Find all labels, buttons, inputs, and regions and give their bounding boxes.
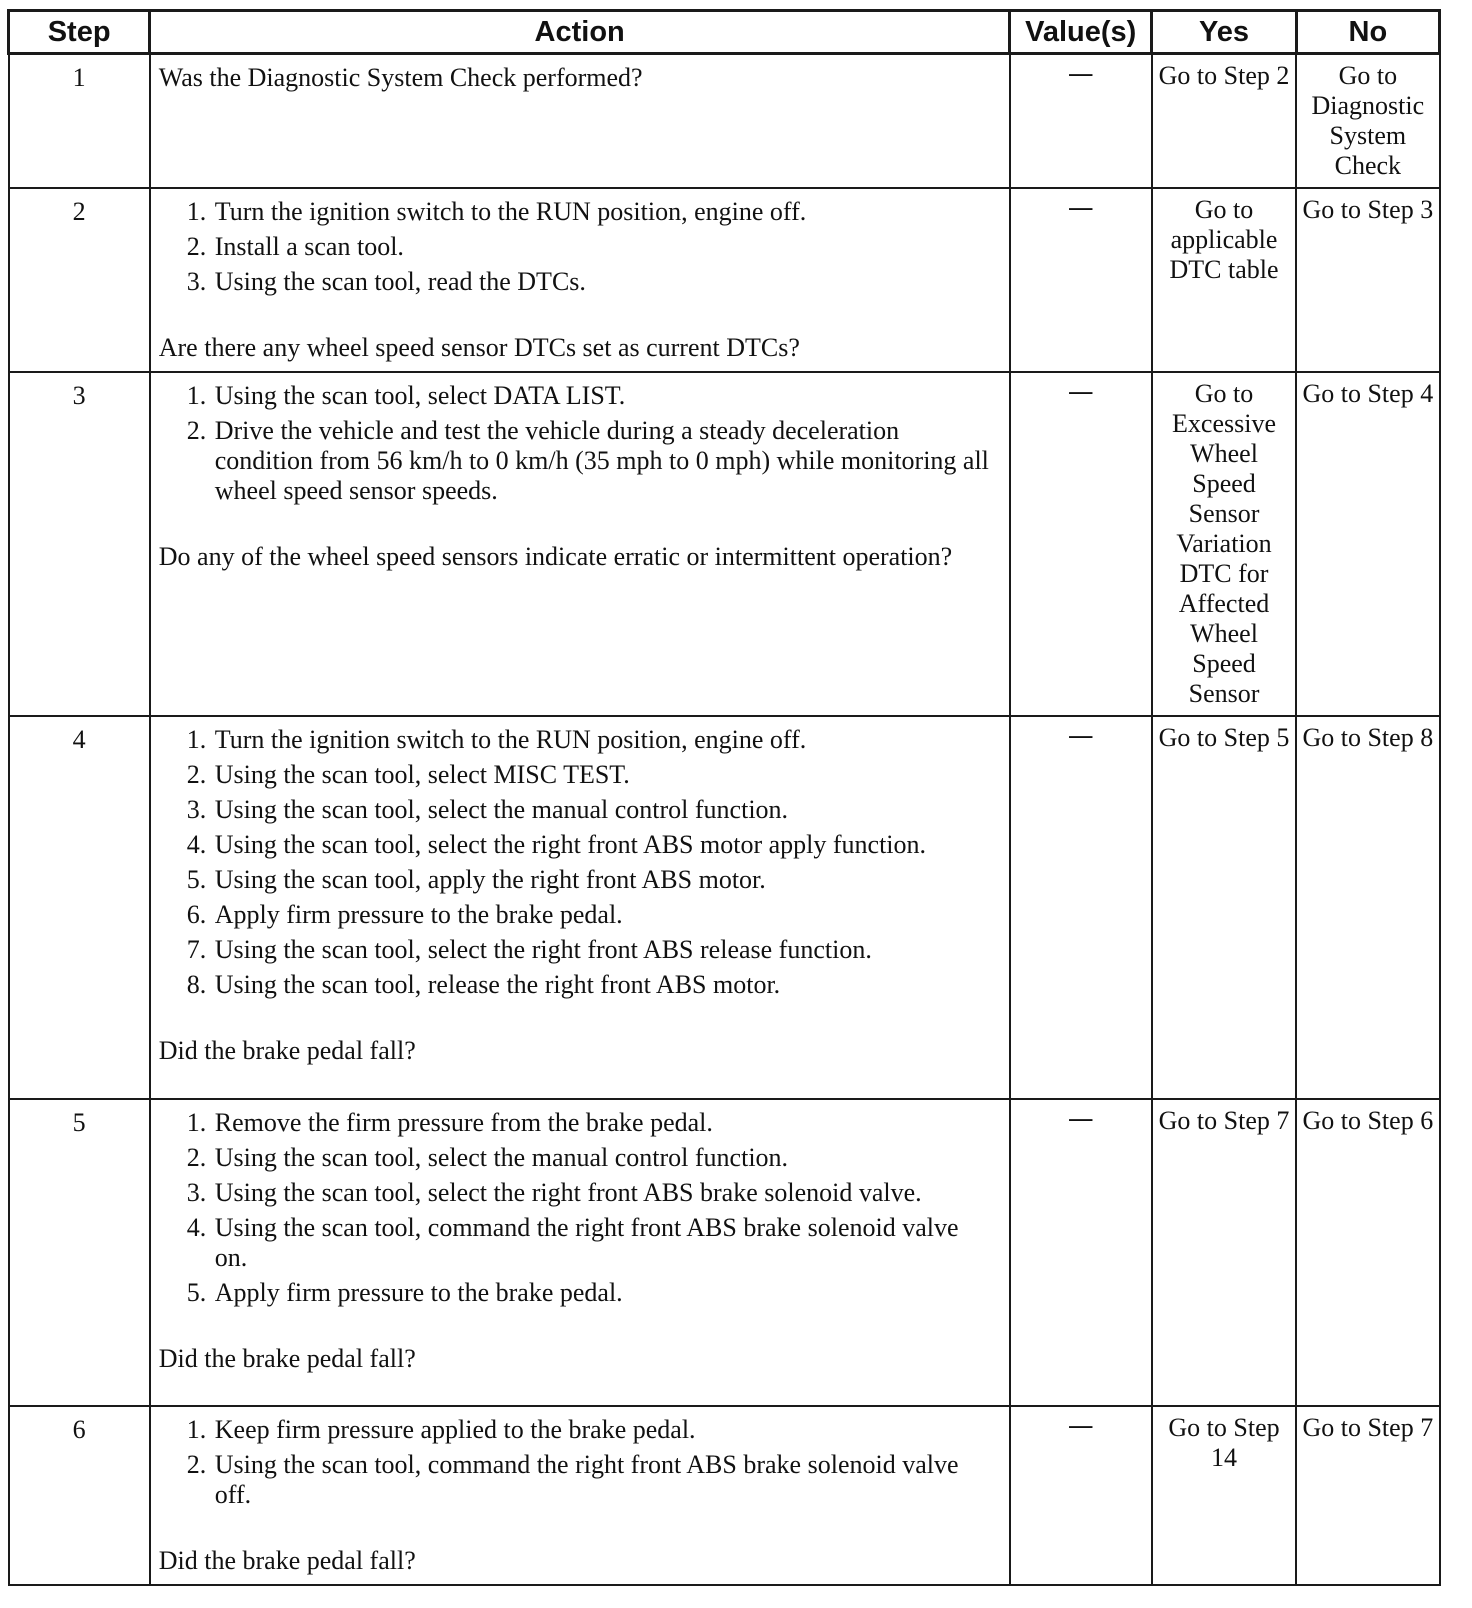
yes-cell: Go to Step 2 xyxy=(1152,54,1296,189)
action-step-item: 3. Using the scan tool, select the manual control function. xyxy=(213,795,991,825)
header-no: No xyxy=(1296,11,1439,54)
action-cell xyxy=(150,1406,1010,1585)
action-step-item: 2. Install a scan tool. xyxy=(213,232,991,262)
value-cell: — xyxy=(1010,54,1152,189)
action-step-item: 4. Using the scan tool, select the right front ABS motor apply function. xyxy=(213,830,991,860)
action-cell xyxy=(150,716,1010,1099)
action-steps xyxy=(159,1108,991,1308)
no-cell: Go to Step 6 xyxy=(1296,1099,1439,1406)
yes-cell: Go to Step 5 xyxy=(1152,716,1296,1099)
action-step-item: 1. Using the scan tool, select DATA LIST. xyxy=(213,381,991,411)
action-step-item: 1. Turn the ignition switch to the RUN position, engine off. xyxy=(213,725,991,755)
step-number: 3 xyxy=(9,372,150,716)
yes-cell: Go to Step 14 xyxy=(1152,1406,1296,1585)
table-row xyxy=(9,372,1440,716)
action-cell xyxy=(150,372,1010,716)
value-cell: — xyxy=(1010,716,1152,1099)
step-number: 6 xyxy=(9,1406,150,1585)
yes-cell: Go to Excessive Wheel Speed Sensor Variation DTC for Affected Wheel Speed Sensor xyxy=(1152,372,1296,716)
action-step-item: 2. Drive the vehicle and test the vehicle during a steady deceleration condition from 56 km/h to 0 km/h (35 mph to 0 mph) while monitoring all wheel speed sensor speeds. xyxy=(213,416,991,506)
step-number: 5 xyxy=(9,1099,150,1406)
no-cell: Go to Step 7 xyxy=(1296,1406,1439,1585)
header-yes: Yes xyxy=(1152,11,1296,54)
action-cell xyxy=(150,1099,1010,1406)
action-question: Was the Diagnostic System Check performed? xyxy=(158,63,643,92)
action-step-item: 3. Using the scan tool, select the right front ABS brake solenoid valve. xyxy=(213,1178,991,1208)
action-question: Did the brake pedal fall? xyxy=(158,1546,416,1575)
step-number: 4 xyxy=(9,716,150,1099)
action-step-item: 2. Using the scan tool, command the right front ABS brake solenoid valve off. xyxy=(213,1450,991,1510)
action-step-item: 2. Using the scan tool, select the manual control function. xyxy=(213,1143,991,1173)
table-row xyxy=(9,1406,1440,1585)
table-row xyxy=(9,716,1440,1099)
action-step-item: 5. Using the scan tool, apply the right front ABS motor. xyxy=(213,865,991,895)
action-step-item: 7. Using the scan tool, select the right front ABS release function. xyxy=(213,935,991,965)
yes-cell: Go to Step 7 xyxy=(1152,1099,1296,1406)
action-step-item: 1. Keep firm pressure applied to the brake pedal. xyxy=(213,1415,991,1445)
action-step-item: 1. Turn the ignition switch to the RUN position, engine off. xyxy=(213,197,991,227)
action-step-item: 4. Using the scan tool, command the right front ABS brake solenoid valve on. xyxy=(213,1213,991,1273)
header-action: Action xyxy=(150,11,1010,54)
action-question: Are there any wheel speed sensor DTCs set as current DTCs? xyxy=(158,333,800,362)
action-step-item: 2. Using the scan tool, select MISC TEST. xyxy=(213,760,991,790)
header-values: Value(s) xyxy=(1010,11,1152,54)
table-row xyxy=(9,54,1440,189)
action-steps xyxy=(159,197,991,297)
action-cell xyxy=(150,54,1010,189)
no-cell: Go to Step 4 xyxy=(1296,372,1439,716)
table-row xyxy=(9,1099,1440,1406)
no-cell: Go to Step 3 xyxy=(1296,188,1439,372)
action-cell xyxy=(150,188,1010,372)
no-cell: Go to Diagnostic System Check xyxy=(1296,54,1439,189)
action-step-item: 6. Apply firm pressure to the brake pedal. xyxy=(213,900,991,930)
step-number: 1 xyxy=(9,54,150,189)
header-step: Step xyxy=(9,11,150,54)
action-steps xyxy=(159,1415,991,1510)
action-question: Do any of the wheel speed sensors indicate erratic or intermittent operation? xyxy=(158,542,953,571)
action-question: Did the brake pedal fall? xyxy=(158,1344,416,1373)
step-number: 2 xyxy=(9,188,150,372)
table-row xyxy=(9,188,1440,372)
action-steps xyxy=(159,725,991,1000)
yes-cell: Go to applicable DTC table xyxy=(1152,188,1296,372)
action-step-item: 5. Apply firm pressure to the brake pedal. xyxy=(213,1278,991,1308)
header-row xyxy=(9,11,1440,54)
action-step-item: 3. Using the scan tool, read the DTCs. xyxy=(213,267,991,297)
no-cell: Go to Step 8 xyxy=(1296,716,1439,1099)
value-cell: — xyxy=(1010,1406,1152,1585)
value-cell: — xyxy=(1010,372,1152,716)
action-question: Did the brake pedal fall? xyxy=(158,1036,416,1065)
action-step-item: 1. Remove the firm pressure from the brake pedal. xyxy=(213,1108,991,1138)
action-step-item: 8. Using the scan tool, release the right front ABS motor. xyxy=(213,970,991,1000)
diagnostic-table xyxy=(7,9,1441,1586)
value-cell: — xyxy=(1010,188,1152,372)
action-steps xyxy=(159,381,991,506)
value-cell: — xyxy=(1010,1099,1152,1406)
